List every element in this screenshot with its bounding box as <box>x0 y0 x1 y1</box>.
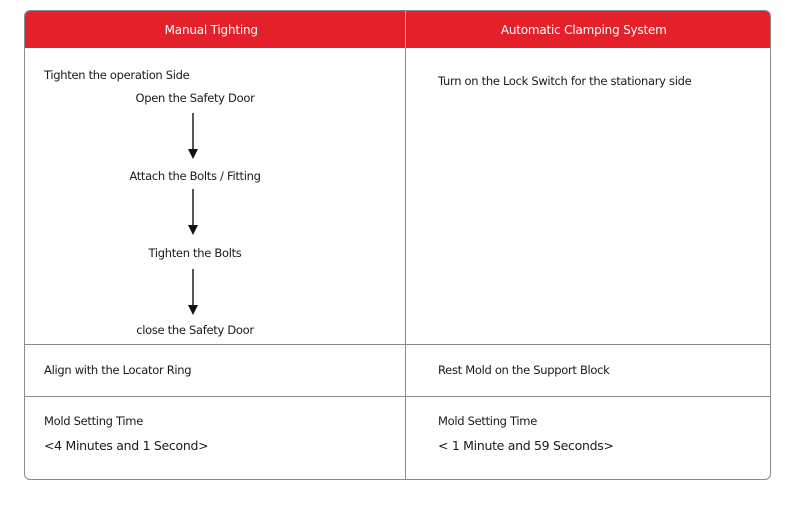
manual-time-value: <4 Minutes and 1 Second> <box>44 438 209 453</box>
arrow-down-icon <box>186 189 200 235</box>
manual-step-3: Tighten the Bolts <box>148 246 242 260</box>
automatic-time-value: < 1 Minute and 59 Seconds> <box>438 438 614 453</box>
comparison-table <box>24 10 771 480</box>
header-manual-tighting: Manual Tighting <box>164 22 258 37</box>
manual-step-4: close the Safety Door <box>136 323 254 337</box>
manual-align-text: Align with the Locator Ring <box>44 363 192 377</box>
arrow-down-icon <box>186 269 200 315</box>
row-divider-2 <box>25 396 770 397</box>
table-header <box>25 11 770 48</box>
manual-time-label: Mold Setting Time <box>44 414 143 428</box>
header-automatic-clamping: Automatic Clamping System <box>500 22 667 37</box>
header-divider <box>405 11 406 48</box>
automatic-rest-text: Rest Mold on the Support Block <box>438 363 610 377</box>
arrow-down-icon <box>186 113 200 159</box>
manual-step-1: Open the Safety Door <box>135 91 255 105</box>
manual-step-2: Attach the Bolts / Fitting <box>129 169 261 183</box>
automatic-time-label: Mold Setting Time <box>438 414 537 428</box>
row-divider-1 <box>25 344 770 345</box>
column-divider <box>405 48 406 480</box>
automatic-lock-text: Turn on the Lock Switch for the stationary side <box>438 74 692 88</box>
manual-section-title: Tighten the operation Side <box>44 68 190 82</box>
